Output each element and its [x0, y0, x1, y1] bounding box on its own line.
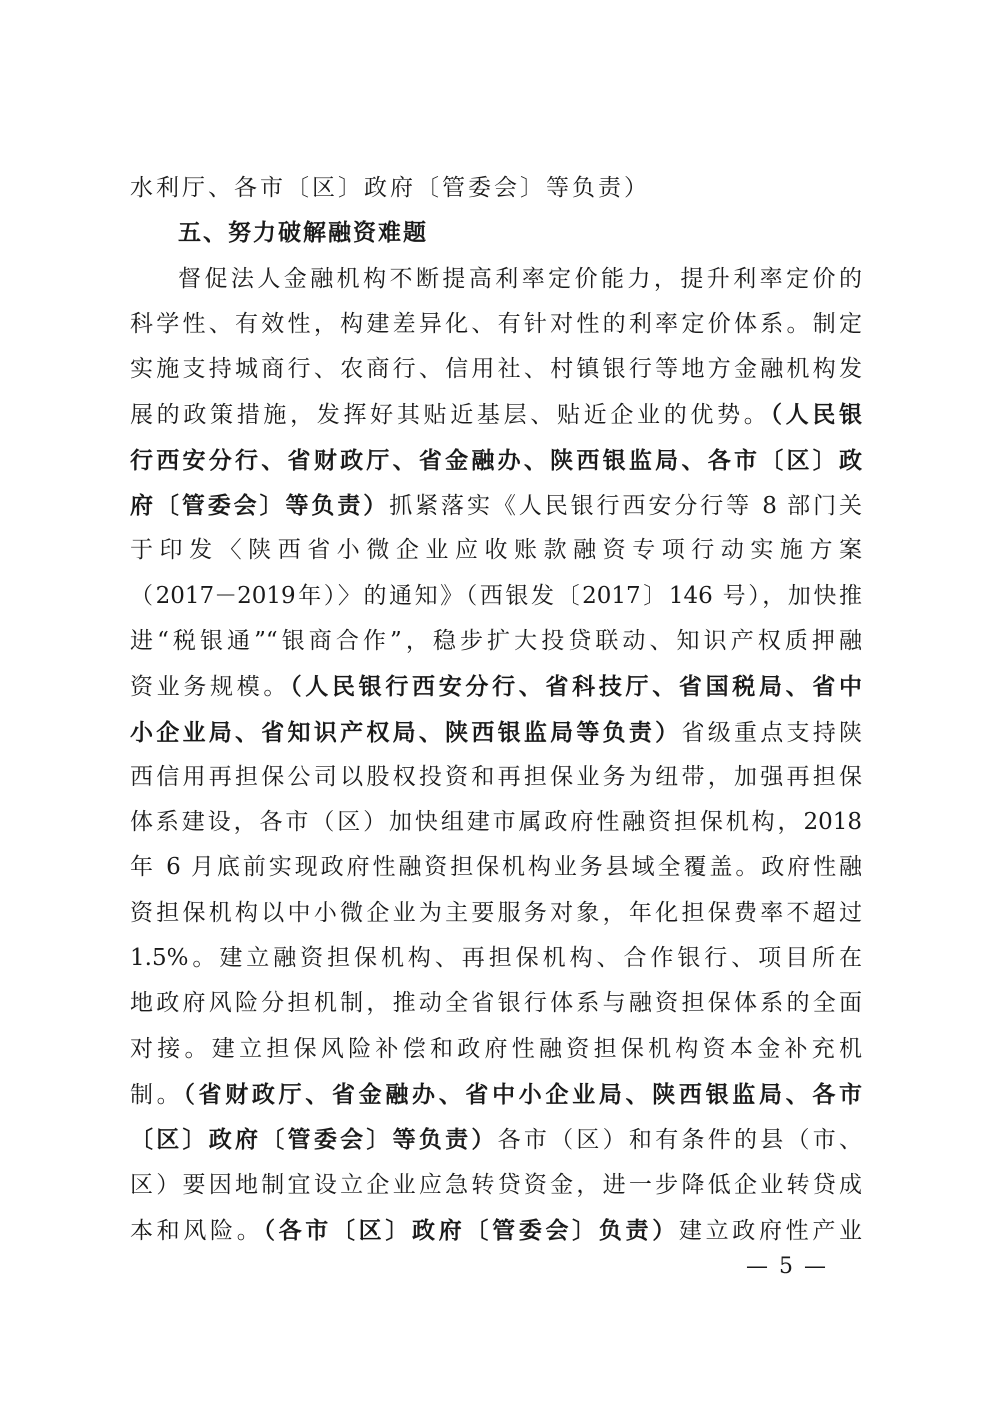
text-line: 府〔管委会〕等负责）抓紧落实《人民银行西安分行等 8 部门关: [130, 492, 862, 520]
text-line: 展的政策措施，发挥好其贴近基层、贴近企业的优势。（人民银: [130, 401, 862, 429]
responsible-parties: （人民银: [770, 401, 862, 429]
section-heading: 五、努力破解融资难题: [178, 220, 428, 247]
text-line: 小企业局、省知识产权局、陕西银监局等负责）省级重点支持陕: [130, 718, 862, 746]
text-line: 进“税银通”“银商合作”，稳步扩大投贷联动、知识产权质押融: [130, 627, 862, 654]
paragraph-first-line: 督促法人金融机构不断提高利率定价能力，提升利率定价的: [178, 265, 862, 292]
responsible-parties-line: 行西安分行、省财政厅、省金融办、陕西银监局、各市〔区〕政: [130, 446, 862, 474]
body-text: [130, 166, 862, 1253]
text-line: 对接。建立担保风险补偿和政府性融资担保机构资本金补充机: [130, 1035, 862, 1062]
text-line: 于印发〈陕西省小微企业应收账款融资专项行动实施方案: [130, 537, 862, 564]
text-line: 体系建设，各市（区）加快组建市属政府性融资担保机构，2018: [130, 809, 862, 836]
text-line: 〔区〕政府〔管委会〕等负责）各市（区）和有条件的县（市、: [130, 1126, 862, 1154]
text-line: 科学性、有效性，构建差异化、有针对性的利率定价体系。制定: [130, 310, 862, 337]
text-line: 地政府风险分担机制，推动全省银行体系与融资担保体系的全面: [130, 990, 862, 1017]
page-number: — 5 —: [746, 1254, 828, 1279]
responsible-parties: 府〔管委会〕等负责）: [130, 492, 390, 520]
responsible-parties: 小企业局、省知识产权局、陕西银监局等负责）: [130, 718, 682, 746]
text-line: 区）要因地制宜设立企业应急转贷资金，进一步降低企业转贷成: [130, 1171, 862, 1198]
responsible-parties: （省财政厅、省金融办、省中小企业局、陕西银监局、各市: [183, 1080, 862, 1108]
responsible-parties: （人民银行西安分行、省科技厅、省国税局、省中: [290, 673, 862, 701]
text-line: 年 6 月底前实现政府性融资担保机构业务县域全覆盖。政府性融: [130, 854, 862, 881]
responsible-parties: （各市〔区〕政府〔管委会〕负责）: [263, 1216, 679, 1244]
text-line: 实施支持城商行、农商行、信用社、村镇银行等地方金融机构发: [130, 356, 862, 383]
text-line: 制。（省财政厅、省金融办、省中小企业局、陕西银监局、各市: [130, 1080, 862, 1108]
text-line: （2017－2019年）〉的通知》（西银发〔2017〕146 号），加快推: [130, 582, 862, 609]
responsible-parties: 〔区〕政府〔管委会〕等负责）: [130, 1126, 498, 1154]
text-line: 资担保机构以中小微企业为主要服务对象，年化担保费率不超过: [130, 899, 862, 926]
text-line: 资业务规模。（人民银行西安分行、省科技厅、省国税局、省中: [130, 673, 862, 701]
text-line: 本和风险。（各市〔区〕政府〔管委会〕负责）建立政府性产业: [130, 1216, 862, 1244]
text-line: 水利厅、各市〔区〕政府〔管委会〕等负责）: [130, 175, 650, 201]
text-line: 西信用再担保公司以股权投资和再担保业务为纽带，加强再担保: [130, 763, 862, 790]
text-line: 1.5%。建立融资担保机构、再担保机构、合作银行、项目所在: [130, 945, 862, 972]
